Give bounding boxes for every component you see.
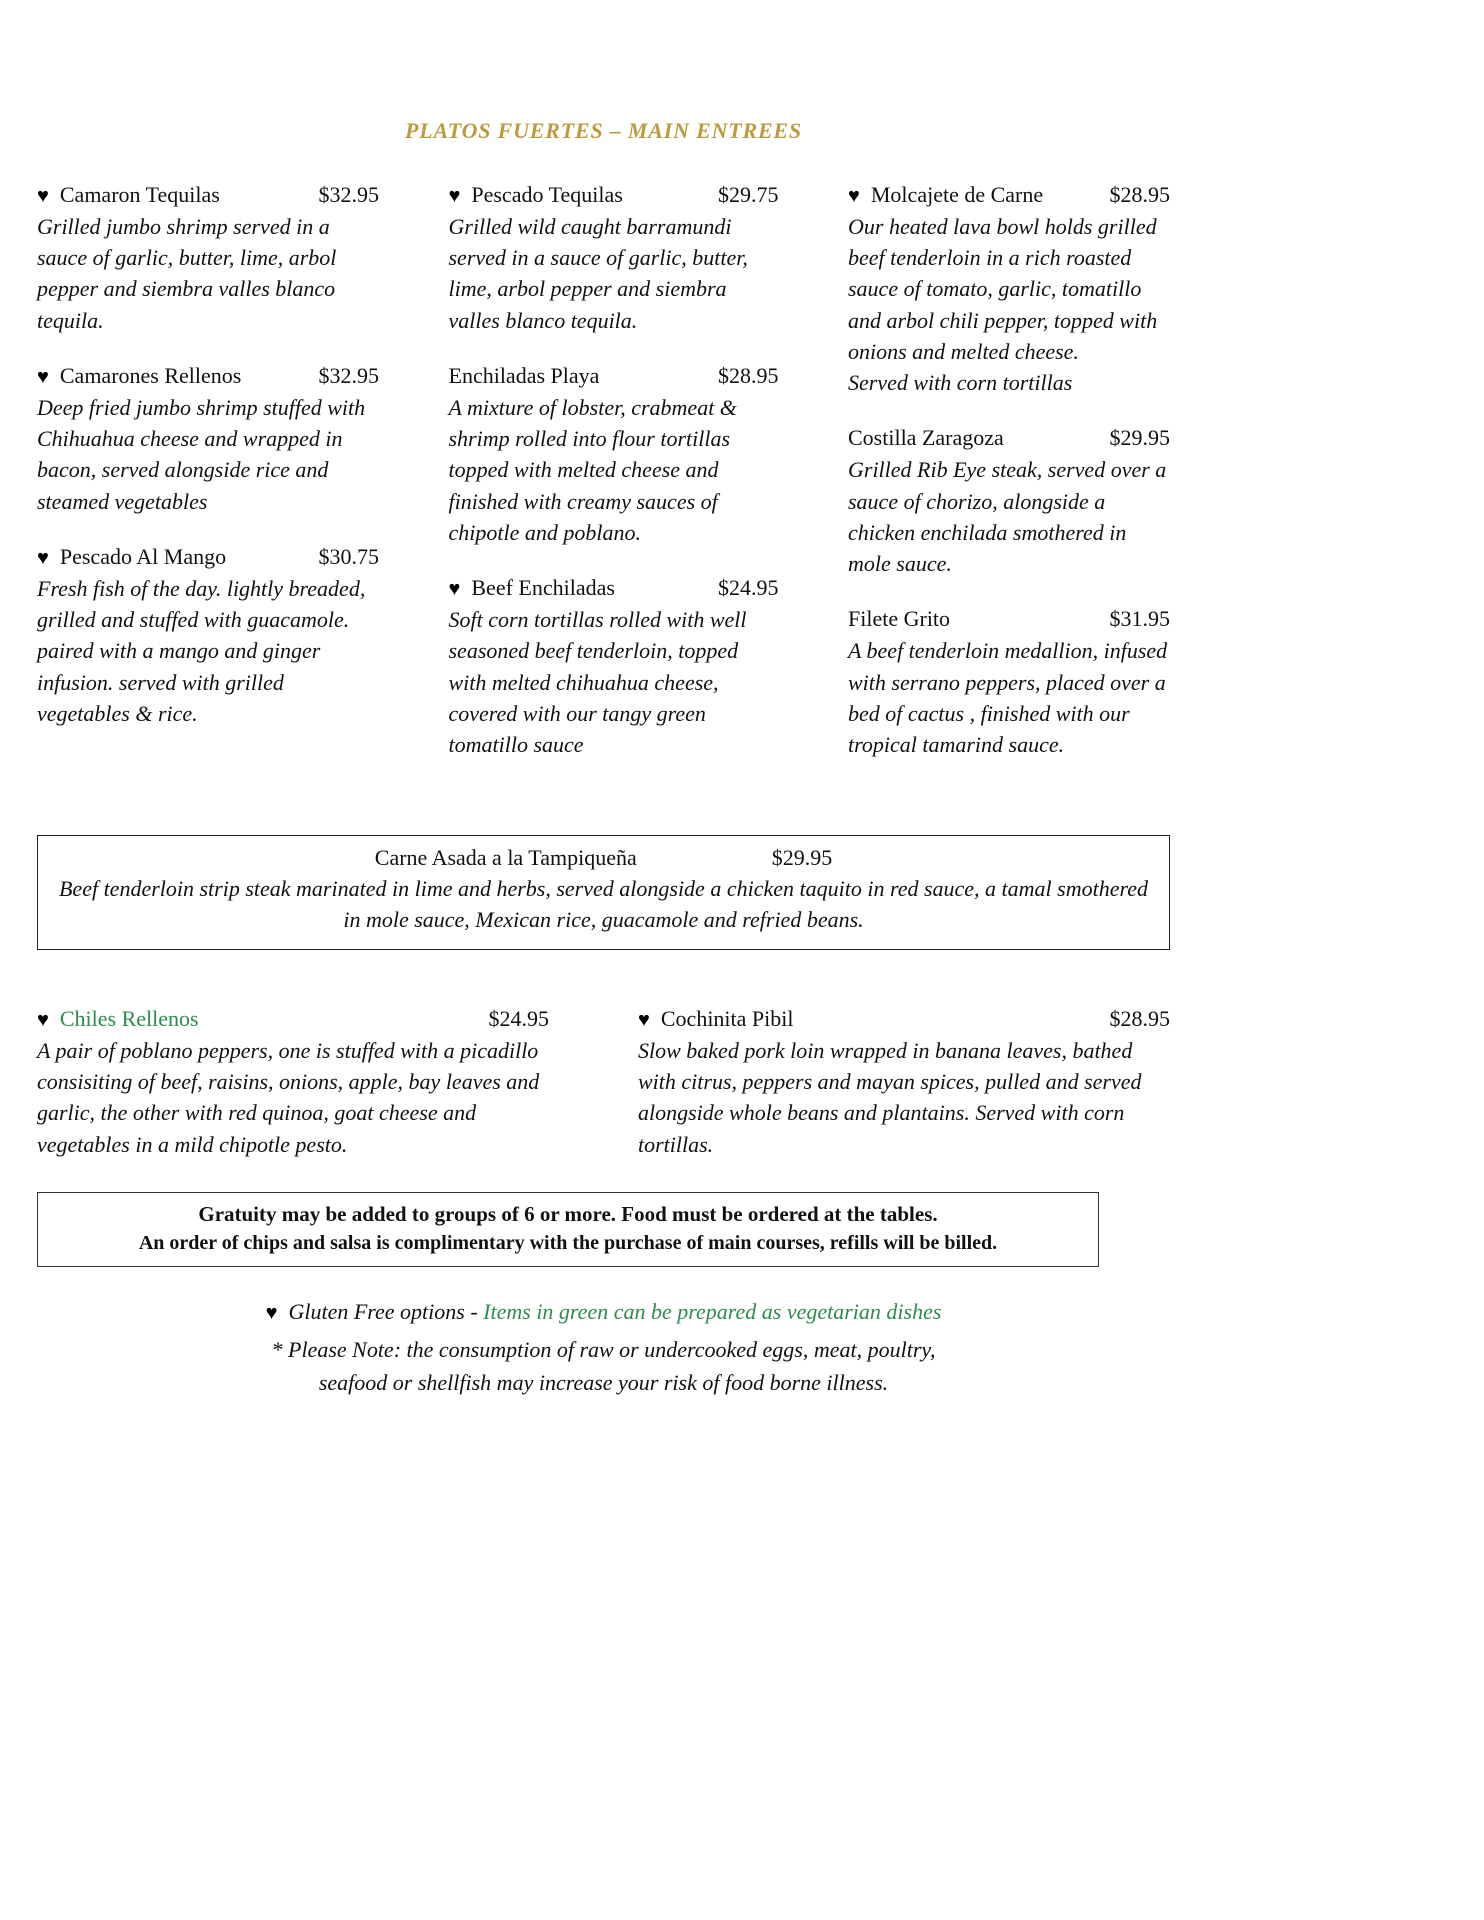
menu-item-price: $32.95 xyxy=(318,362,379,388)
menu-item-name: Pescado Al Mango xyxy=(59,543,227,569)
featured-item-box xyxy=(37,835,1170,950)
menu-item-price: $28.95 xyxy=(1109,182,1170,207)
menu-item-filete-grito xyxy=(848,606,1170,760)
menu-item-camarones-rellenos xyxy=(37,363,379,517)
menu-item-name: Chiles Rellenos xyxy=(59,1005,199,1031)
featured-item-name: Carne Asada a la Tampiqueña xyxy=(374,845,637,871)
menu-item-description: Our heated lava bowl holds grilled beef tenderloin in a rich roasted sauce of tomato, garlic, tomatillo and arbol chili pepper, topped with onions and melted cheese. xyxy=(848,214,1158,364)
menu-item-header xyxy=(449,575,779,601)
health-notice-line2: seafood or shellfish may increase your risk of food borne illness. xyxy=(318,1369,889,1395)
menu-item-description: Grilled wild caught barramundi served in a sauce of garlic, butter, lime, arbol pepper and siembra valles blanco tequila. xyxy=(448,214,748,333)
menu-item-name: Beef Enchiladas xyxy=(471,575,615,601)
menu-column-1 xyxy=(37,182,379,756)
menu-item-price: $24.95 xyxy=(488,1005,549,1031)
menu-page xyxy=(37,0,1170,1399)
menu-item-header xyxy=(449,182,779,208)
page-title: PLATOS FUERTES – MAIN ENTREES xyxy=(405,118,802,143)
menu-item-name: Molcajete de Carne xyxy=(870,182,1044,207)
menu-item-cochinita-pibil xyxy=(638,1006,1170,1160)
menu-item-header xyxy=(848,182,1170,208)
menu-item-price: $28.95 xyxy=(1109,1005,1170,1031)
menu-item-price: $24.95 xyxy=(718,575,779,601)
gluten-free-heart-icon: ♥ xyxy=(265,1301,278,1324)
menu-item-beef-enchiladas xyxy=(449,575,779,760)
gluten-free-heart-icon: ♥ xyxy=(638,1008,650,1031)
menu-item-name: Camarones Rellenos xyxy=(59,362,242,388)
menu-item-header xyxy=(37,363,379,389)
menu-item-description: Grilled Rib Eye steak, served over a sauce of chorizo, alongside a chicken enchilada smothered in mole sauce. xyxy=(848,457,1167,577)
menu-item-description: Deep fried jumbo shrimp stuffed with Chihuahua cheese and wrapped in bacon, served alongside rice and steamed vegetables xyxy=(37,394,366,514)
menu-item-header xyxy=(848,425,1170,451)
menu-item-description: A pair of poblano peppers, one is stuffed with a picadillo consisiting of beef, raisins, onions, apple, bay leaves and garlic, the other with red quinoa, goat cheese and vegetables in a mild chipotle pesto. xyxy=(37,1037,540,1157)
menu-column-3 xyxy=(848,182,1170,787)
bottom-section xyxy=(37,1006,1170,1160)
menu-column-2 xyxy=(449,182,779,787)
menu-item-name: Pescado Tequilas xyxy=(471,182,623,207)
gluten-free-heart-icon: ♥ xyxy=(37,185,49,207)
menu-item-header xyxy=(37,1006,549,1032)
menu-item-description: A mixture of lobster, crabmeat & shrimp rolled into flour tortillas topped with melted cheese and finished with creamy sauces of chipotle and poblano. xyxy=(448,394,737,545)
menu-item-camaron-tequilas xyxy=(37,182,379,336)
featured-item-price: $29.95 xyxy=(771,845,833,871)
menu-item-description: Slow baked pork loin wrapped in banana leaves, bathed with citrus, peppers and mayan spices, pulled and served alongside whole beans and plantains. Served with corn tortillas. xyxy=(638,1037,1142,1157)
menu-item-header xyxy=(848,606,1170,632)
menu-item-price: $29.75 xyxy=(718,182,779,207)
gluten-free-heart-icon: ♥ xyxy=(448,185,461,207)
menu-item-pescado-tequilas xyxy=(449,182,779,336)
menu-item-description: Soft corn tortillas rolled with well seasoned beef tenderloin, topped with melted chihuahua cheese, covered with our tangy green tomatillo sauce xyxy=(448,607,747,758)
menu-item-name: Enchiladas Playa xyxy=(448,362,600,388)
gluten-free-heart-icon: ♥ xyxy=(37,365,49,388)
menu-item-header xyxy=(449,363,779,389)
menu-columns xyxy=(37,182,1170,787)
vegetarian-legend-text: Items in green can be prepared as vegetarian dishes xyxy=(483,1298,942,1324)
gratuity-notice-line2: An order of chips and salsa is complimentary with the purchase of main courses, refills will be billed. xyxy=(138,1231,998,1254)
featured-item-header xyxy=(52,845,1155,871)
menu-item-name: Cochinita Pibil xyxy=(660,1005,794,1031)
gluten-free-legend-text: Gluten Free options - xyxy=(288,1298,484,1324)
gluten-free-heart-icon: ♥ xyxy=(848,185,860,207)
featured-item-description: Beef tenderloin strip steak marinated in lime and herbs, served alongside a chicken taquito in red sauce, a tamal smothered in mole sauce, Mexican rice, guacamole and refried beans. xyxy=(58,876,1148,933)
menu-item-header xyxy=(638,1006,1170,1032)
menu-item-costilla-zaragoza xyxy=(848,425,1170,579)
gluten-free-heart-icon: ♥ xyxy=(37,546,49,569)
footer xyxy=(37,1299,1170,1399)
menu-item-description: A beef tenderloin medallion, infused with serrano peppers, placed over a bed of cactus , finished with our tropical tamarind sauce. xyxy=(848,638,1168,758)
menu-item-header xyxy=(37,544,379,570)
gluten-free-heart-icon: ♥ xyxy=(448,578,461,601)
menu-item-enchiladas-playa xyxy=(449,363,779,548)
gratuity-notice-box xyxy=(37,1192,1099,1267)
gratuity-notice-line1: Gratuity may be added to groups of 6 or more. Food must be ordered at the tables. xyxy=(198,1201,938,1226)
menu-item-name: Costilla Zaragoza xyxy=(848,425,1004,451)
menu-item-pescado-al-mango xyxy=(37,544,379,729)
health-notice-line1: * Please Note: the consumption of raw or undercooked eggs, meat, poultry, xyxy=(271,1336,936,1362)
menu-item-description: Grilled jumbo shrimp served in a sauce of garlic, butter, lime, arbol pepper and siembra valles blanco tequila. xyxy=(37,214,337,333)
menu-item-name: Filete Grito xyxy=(848,606,951,632)
menu-item-price: $32.95 xyxy=(318,182,379,207)
menu-item-molcajete-de-carne xyxy=(848,182,1170,398)
menu-item-price: $30.75 xyxy=(318,543,379,569)
gluten-free-heart-icon: ♥ xyxy=(37,1008,49,1031)
menu-item-name: Camaron Tequilas xyxy=(59,182,220,207)
menu-item-chiles-rellenos xyxy=(37,1006,549,1160)
menu-item-price: $29.95 xyxy=(1109,425,1170,451)
menu-item-description: Fresh fish of the day. lightly breaded, grilled and stuffed with guacamole. paired with a mango and ginger infusion. served with grilled vegetables & rice. xyxy=(37,575,366,726)
menu-item-price: $31.95 xyxy=(1109,606,1170,632)
menu-item-note: Served with corn tortillas xyxy=(848,370,1073,396)
menu-item-price: $28.95 xyxy=(718,362,779,388)
gluten-free-legend xyxy=(37,1299,1170,1325)
menu-item-header xyxy=(37,182,379,208)
